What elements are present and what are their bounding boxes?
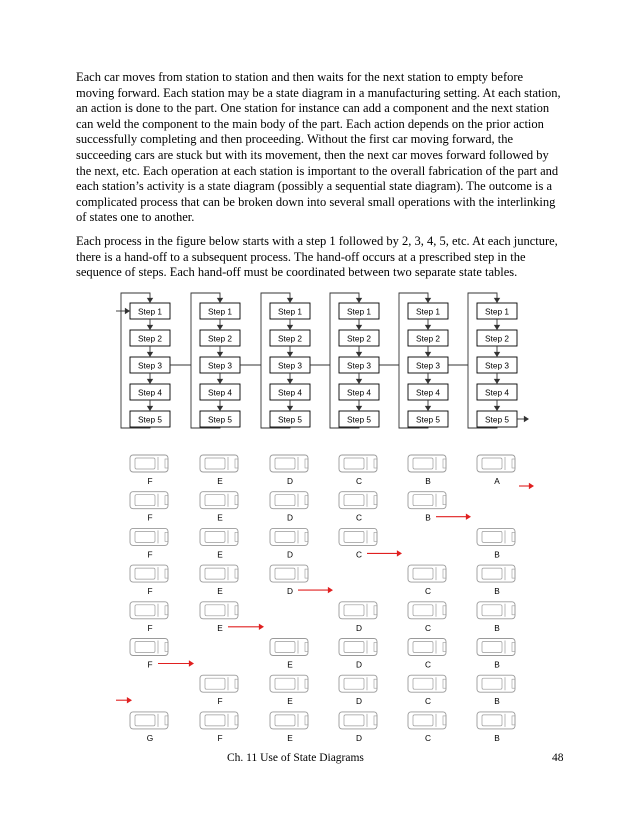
car-label: B (494, 622, 500, 633)
car-label: D (356, 732, 362, 743)
car-icon (130, 602, 168, 619)
car-body (408, 565, 446, 582)
step-label: Step 4 (208, 387, 232, 398)
car-cabin (344, 642, 364, 653)
car-label: F (147, 586, 153, 597)
car-cabin (344, 715, 364, 726)
step-label: Step 4 (416, 387, 440, 398)
car-body (270, 528, 308, 545)
arrow-head (189, 660, 194, 666)
car-cabin (275, 642, 295, 653)
car-label: B (425, 476, 431, 486)
car-cabin (344, 458, 364, 469)
car-label: B (494, 549, 500, 560)
arrow-head (356, 406, 362, 411)
car-body (477, 675, 515, 692)
car-label: B (494, 586, 500, 597)
car-body (130, 455, 168, 472)
car-body (270, 712, 308, 729)
step-label: Step 1 (208, 306, 232, 317)
step-label: Step 4 (278, 387, 302, 398)
car-label: D (356, 696, 362, 707)
arrow-head (425, 379, 431, 384)
car-cabin (344, 605, 364, 616)
step-label: Step 5 (278, 414, 302, 425)
car-label: E (217, 549, 223, 560)
car-body (270, 565, 308, 582)
car-label: B (494, 732, 500, 743)
car-body (408, 455, 446, 472)
car-label: C (425, 732, 431, 743)
arrow-head (217, 352, 223, 357)
car-cabin (344, 495, 364, 506)
car-body (130, 712, 168, 729)
car-cabin (413, 458, 433, 469)
car-icon (477, 565, 515, 582)
car-icon (477, 528, 515, 545)
arrow-head (494, 352, 500, 357)
car-icon (339, 675, 377, 692)
car-cabin (135, 642, 155, 653)
car-icon (408, 602, 446, 619)
car-row-2 (130, 492, 471, 523)
car-body (130, 528, 168, 545)
car-cabin (205, 568, 225, 579)
car-body (408, 602, 446, 619)
car-cabin (205, 715, 225, 726)
car-cabin (413, 605, 433, 616)
step-label: Step 2 (278, 333, 302, 344)
car-icon (200, 712, 238, 729)
step-label: Step 2 (416, 333, 440, 344)
car-body (339, 712, 377, 729)
car-label: E (217, 586, 223, 597)
car-body (130, 602, 168, 619)
car-cabin (344, 678, 364, 689)
car-body (130, 565, 168, 582)
arrow-head (287, 325, 293, 330)
car-label: E (217, 622, 223, 633)
arrow-head (356, 379, 362, 384)
car-cabin (482, 605, 502, 616)
car-body (200, 565, 238, 582)
car-label: F (147, 476, 153, 486)
car-label: D (287, 512, 293, 523)
arrow-head (494, 298, 500, 303)
car-body (477, 639, 515, 656)
car-cabin (135, 458, 155, 469)
car-icon (270, 675, 308, 692)
car-body (200, 602, 238, 619)
arrow-head (287, 352, 293, 357)
step-label: Step 1 (485, 306, 509, 317)
car-icon (200, 492, 238, 509)
car-icon (339, 455, 377, 472)
car-body (270, 492, 308, 509)
station-2 (191, 293, 261, 428)
car-label: E (217, 512, 223, 523)
step-label: Step 4 (485, 387, 509, 398)
car-icon (270, 712, 308, 729)
arrow-head (147, 379, 153, 384)
car-label: G (146, 732, 154, 743)
step-label: Step 5 (208, 414, 232, 425)
car-body (408, 639, 446, 656)
station-5 (399, 293, 468, 428)
car-icon (270, 565, 308, 582)
stations-layer (116, 293, 529, 428)
step-label: Step 2 (485, 333, 509, 344)
car-label: B (494, 696, 500, 707)
car-icon (270, 528, 308, 545)
car-label: C (425, 659, 431, 670)
arrow-head (259, 624, 264, 630)
car-icon (339, 712, 377, 729)
car-label: C (425, 696, 431, 707)
step-label: Step 3 (347, 360, 371, 371)
car-label: C (425, 586, 431, 597)
car-cabin (413, 642, 433, 653)
arrow-head (356, 352, 362, 357)
car-cabin (205, 458, 225, 469)
step-label: Step 3 (208, 360, 232, 371)
car-body (339, 492, 377, 509)
car-icon (477, 602, 515, 619)
car-icon (200, 528, 238, 545)
car-cabin (275, 568, 295, 579)
car-cabin (413, 715, 433, 726)
car-cabin (275, 495, 295, 506)
car-cabin (482, 715, 502, 726)
car-icon (477, 712, 515, 729)
car-label: F (217, 696, 223, 707)
car-label: D (287, 476, 293, 486)
footer-chapter-title: Ch. 11 Use of State Diagrams (227, 752, 364, 764)
car-icon (130, 565, 168, 582)
car-icon (408, 455, 446, 472)
car-cabin (482, 531, 502, 542)
car-icon (200, 602, 238, 619)
car-icon (408, 675, 446, 692)
car-icon (477, 639, 515, 656)
car-icon (130, 455, 168, 472)
car-cabin (275, 531, 295, 542)
cars-layer (116, 455, 534, 743)
car-body (200, 455, 238, 472)
car-icon (477, 455, 515, 472)
arrow-head (356, 325, 362, 330)
car-cabin (205, 678, 225, 689)
car-label: C (356, 549, 362, 560)
arrow-head (494, 379, 500, 384)
car-cabin (135, 715, 155, 726)
station-1 (121, 293, 191, 428)
car-label: E (287, 659, 293, 670)
arrow-head (147, 352, 153, 357)
car-row-4 (130, 565, 515, 596)
step-label: Step 5 (485, 414, 509, 425)
arrow-head (328, 587, 333, 593)
car-body (270, 455, 308, 472)
step-label: Step 3 (138, 360, 162, 371)
arrow-head (217, 325, 223, 330)
step-label: Step 4 (138, 387, 162, 398)
car-icon (339, 528, 377, 545)
step-label: Step 3 (416, 360, 440, 371)
car-label: E (287, 732, 293, 743)
car-label: B (425, 512, 431, 523)
car-body (200, 492, 238, 509)
car-body (339, 639, 377, 656)
arrow-head (466, 514, 471, 520)
car-label: F (147, 659, 153, 670)
car-body (200, 675, 238, 692)
car-label: E (287, 696, 293, 707)
car-icon (408, 639, 446, 656)
arrow-head (494, 325, 500, 330)
car-icon (130, 639, 168, 656)
car-label: C (356, 476, 362, 486)
car-cabin (413, 568, 433, 579)
station-3 (261, 293, 330, 428)
car-icon (200, 565, 238, 582)
arrow-head (287, 406, 293, 411)
car-icon (339, 492, 377, 509)
arrow-head (287, 298, 293, 303)
car-body (270, 639, 308, 656)
car-body (408, 712, 446, 729)
car-body (408, 492, 446, 509)
car-cabin (205, 495, 225, 506)
car-row-1 (130, 455, 534, 489)
station-6 (468, 293, 517, 428)
arrow-head (425, 352, 431, 357)
car-label: F (147, 622, 153, 633)
car-cabin (135, 605, 155, 616)
step-label: Step 1 (138, 306, 162, 317)
car-cabin (135, 495, 155, 506)
arrow-head (147, 298, 153, 303)
car-cabin (482, 678, 502, 689)
car-icon (270, 492, 308, 509)
car-body (477, 455, 515, 472)
step-label: Step 5 (416, 414, 440, 425)
car-label: C (425, 622, 431, 633)
step-label: Step 1 (416, 306, 440, 317)
car-body (339, 455, 377, 472)
arrow-head (127, 697, 132, 703)
step-label: Step 4 (347, 387, 371, 398)
arrow-head (425, 406, 431, 411)
car-label: A (494, 476, 500, 486)
car-label: D (356, 659, 362, 670)
car-body (477, 528, 515, 545)
station-4 (330, 293, 399, 428)
car-icon (408, 565, 446, 582)
paragraph-process: Each process in the figure below starts with a step 1 followed by 2, 3, 4, 5, etc. At each juncture, there is a hand-off to a subsequent process. The hand-off occurs at a prescribed step in the sequence of steps. Each hand-off must be coordinated between two separate state tables. (76, 234, 558, 280)
arrow-head (217, 298, 223, 303)
car-row-5 (130, 602, 515, 633)
car-cabin (275, 678, 295, 689)
car-body (477, 712, 515, 729)
car-body (477, 565, 515, 582)
car-label: C (356, 512, 362, 523)
arrow-head (356, 298, 362, 303)
car-label: D (287, 586, 293, 597)
car-label: F (147, 512, 153, 523)
car-cabin (135, 531, 155, 542)
car-cabin (135, 568, 155, 579)
step-label: Step 2 (347, 333, 371, 344)
car-body (130, 492, 168, 509)
arrow-head (147, 406, 153, 411)
car-icon (477, 675, 515, 692)
arrow-head (529, 483, 534, 489)
arrow-head (397, 550, 402, 556)
car-cabin (482, 642, 502, 653)
arrow-head (425, 298, 431, 303)
arrow-head (217, 379, 223, 384)
car-icon (408, 492, 446, 509)
car-row-3 (130, 528, 515, 559)
arrow-head (287, 379, 293, 384)
car-label: D (356, 622, 362, 633)
page-number: 48 (552, 752, 564, 764)
car-icon (130, 492, 168, 509)
car-body (339, 675, 377, 692)
car-label: E (217, 476, 223, 486)
car-cabin (275, 715, 295, 726)
car-icon (270, 639, 308, 656)
step-label: Step 5 (347, 414, 371, 425)
arrow-head (494, 406, 500, 411)
arrow-head (217, 406, 223, 411)
arrow-head (524, 416, 529, 422)
car-icon (339, 602, 377, 619)
car-label: D (287, 549, 293, 560)
step-label: Step 1 (278, 306, 302, 317)
arrow-head (425, 325, 431, 330)
car-label: F (217, 732, 223, 743)
car-label: B (494, 659, 500, 670)
car-row-8 (130, 712, 515, 743)
step-label: Step 3 (485, 360, 509, 371)
car-body (477, 602, 515, 619)
car-cabin (482, 458, 502, 469)
car-cabin (275, 458, 295, 469)
car-icon (130, 528, 168, 545)
step-label: Step 2 (208, 333, 232, 344)
car-icon (408, 712, 446, 729)
car-icon (339, 639, 377, 656)
car-row-6 (130, 639, 515, 670)
car-body (339, 602, 377, 619)
car-row-7 (116, 675, 515, 706)
car-body (130, 639, 168, 656)
car-body (339, 528, 377, 545)
car-cabin (205, 531, 225, 542)
car-cabin (482, 568, 502, 579)
car-icon (200, 455, 238, 472)
car-body (408, 675, 446, 692)
car-icon (200, 675, 238, 692)
step-label: Step 1 (347, 306, 371, 317)
arrow-head (125, 308, 130, 314)
step-label: Step 3 (278, 360, 302, 371)
car-cabin (413, 495, 433, 506)
car-body (200, 712, 238, 729)
car-icon (270, 455, 308, 472)
step-label: Step 2 (138, 333, 162, 344)
car-body (270, 675, 308, 692)
step-label: Step 5 (138, 414, 162, 425)
paragraph-intro: Each car moves from station to station and then waits for the next station to empty before moving forward. Each station may be a state diagram in a manufacturing setting. At each station, an action is done to the part. One station for instance can add a component and the next station can weld the component to the main body of the part. Each action depends on the prior action successfully completing and then proceeding. Without the first car moving forward, the succeeding cars are stuck but with its movement, then the next car moves forward followed by the next, etc. Each operation at each station is important to the overall fabrication of the part and each station’s activity is a state diagram (possibly a sequential state diagram). The outcome is a complicated process that can be broken down into several small operations with the interlinking of states one to another. (76, 70, 561, 225)
car-cabin (344, 531, 364, 542)
car-cabin (205, 605, 225, 616)
car-cabin (413, 678, 433, 689)
car-icon (130, 712, 168, 729)
arrow-head (147, 325, 153, 330)
car-body (200, 528, 238, 545)
car-label: F (147, 549, 153, 560)
